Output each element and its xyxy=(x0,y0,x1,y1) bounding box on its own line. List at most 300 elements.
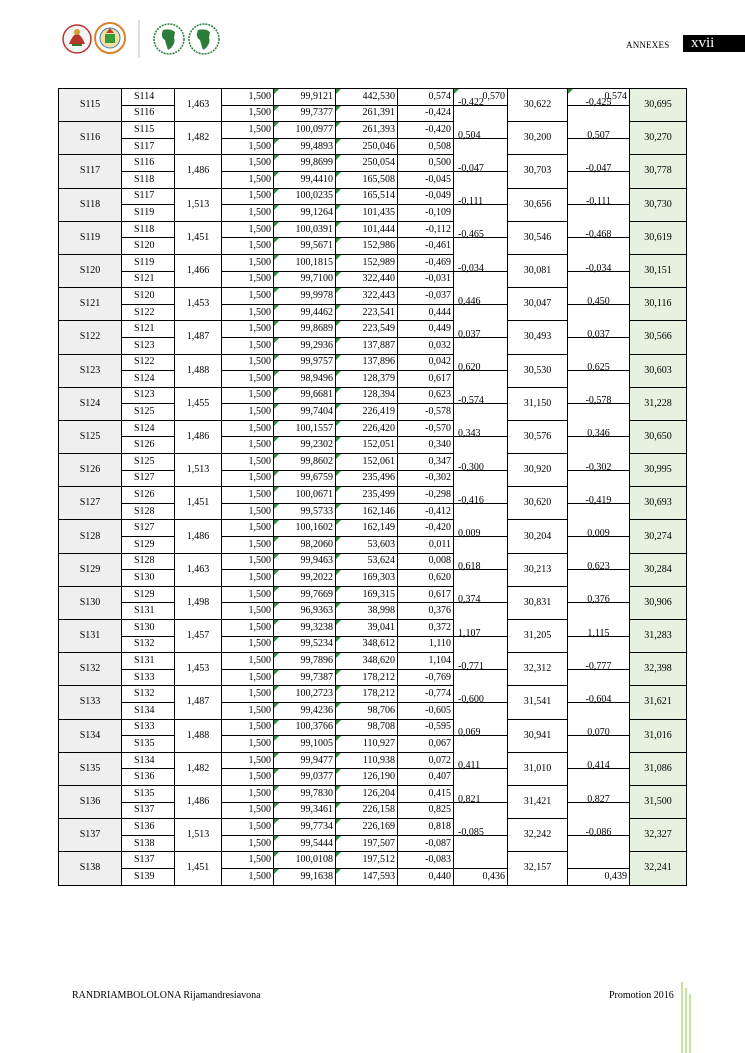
factor-value: 1,463 xyxy=(175,89,222,122)
distance-value: 53,603 xyxy=(336,537,398,554)
factor-value: 1,513 xyxy=(175,454,222,487)
section-label: ANNEXES xyxy=(626,40,670,50)
factor-value: 1,486 xyxy=(175,420,222,453)
factor-value: 1,488 xyxy=(175,719,222,752)
neighbor-station: S134 xyxy=(122,702,175,719)
station-name: S131 xyxy=(59,620,122,653)
mean-difference-text: -0,422 xyxy=(458,96,484,108)
table-row xyxy=(59,470,687,487)
neighbor-station: S114 xyxy=(122,89,175,106)
difference-value: 0,067 xyxy=(398,736,454,753)
difference-value: -0,045 xyxy=(398,171,454,188)
corrected-difference: 0,439 xyxy=(568,868,630,885)
table-row xyxy=(59,105,687,122)
total-value: 30,620 xyxy=(508,487,568,520)
height-value: 1,500 xyxy=(222,620,274,637)
final-altitude: 32,241 xyxy=(630,852,687,885)
distance-value: 235,499 xyxy=(336,487,398,504)
table-row xyxy=(59,835,687,852)
corrected-difference-text: 1,115 xyxy=(587,627,610,639)
final-altitude: 31,228 xyxy=(630,387,687,420)
total-value: 30,081 xyxy=(508,254,568,287)
height-value: 1,500 xyxy=(222,105,274,122)
station-name: S127 xyxy=(59,487,122,520)
final-altitude: 30,693 xyxy=(630,487,687,520)
difference-value: -0,037 xyxy=(398,288,454,305)
corrected-difference-text: 0,346 xyxy=(587,428,610,440)
factor-value: 1,463 xyxy=(175,553,222,586)
difference-value: 0,500 xyxy=(398,155,454,172)
reading-value: 99,1638 xyxy=(274,868,336,885)
total-value: 31,421 xyxy=(508,785,568,818)
height-value: 1,500 xyxy=(222,155,274,172)
neighbor-station: S130 xyxy=(122,570,175,587)
distance-value: 110,938 xyxy=(336,752,398,769)
height-value: 1,500 xyxy=(222,769,274,786)
height-value: 1,500 xyxy=(222,288,274,305)
height-value: 1,500 xyxy=(222,785,274,802)
distance-value: 53,624 xyxy=(336,553,398,570)
distance-value: 348,612 xyxy=(336,636,398,653)
neighbor-station: S119 xyxy=(122,254,175,271)
corrected-difference-text: -0,034 xyxy=(585,262,612,274)
reading-value: 99,9477 xyxy=(274,752,336,769)
table-row xyxy=(59,304,687,321)
difference-value: -0,412 xyxy=(398,503,454,520)
university-seal-logo xyxy=(63,25,91,53)
neighbor-station: S136 xyxy=(122,769,175,786)
reading-value: 99,8699 xyxy=(274,155,336,172)
factor-value: 1,487 xyxy=(175,321,222,354)
station-name: S120 xyxy=(59,254,122,287)
final-altitude: 31,283 xyxy=(630,620,687,653)
reading-value: 99,2302 xyxy=(274,437,336,454)
neighbor-station: S116 xyxy=(122,155,175,172)
distance-value: 165,508 xyxy=(336,171,398,188)
distance-value: 169,315 xyxy=(336,586,398,603)
total-value: 30,047 xyxy=(508,288,568,321)
station-name: S126 xyxy=(59,454,122,487)
mean-difference-text: 0,069 xyxy=(458,727,481,739)
station-name: S124 xyxy=(59,387,122,420)
factor-value: 1,487 xyxy=(175,686,222,719)
height-value: 1,500 xyxy=(222,171,274,188)
neighbor-station: S131 xyxy=(122,653,175,670)
reading-value: 99,2022 xyxy=(274,570,336,587)
final-altitude: 30,650 xyxy=(630,420,687,453)
neighbor-station: S116 xyxy=(122,105,175,122)
neighbor-station: S124 xyxy=(122,371,175,388)
distance-value: 197,507 xyxy=(336,835,398,852)
difference-value: 0,042 xyxy=(398,354,454,371)
total-value: 30,622 xyxy=(508,89,568,122)
reading-value: 99,5234 xyxy=(274,636,336,653)
total-value: 30,546 xyxy=(508,221,568,254)
height-value: 1,500 xyxy=(222,553,274,570)
final-altitude: 30,274 xyxy=(630,520,687,553)
reading-value: 98,2060 xyxy=(274,537,336,554)
difference-value: -0,049 xyxy=(398,188,454,205)
station-name: S137 xyxy=(59,819,122,852)
table-row xyxy=(59,769,687,786)
reading-value: 99,1264 xyxy=(274,205,336,222)
corrected-difference-text: -0,777 xyxy=(585,660,612,672)
height-value: 1,500 xyxy=(222,603,274,620)
table-row xyxy=(59,736,687,753)
table-row xyxy=(59,337,687,354)
station-name: S121 xyxy=(59,288,122,321)
table-row xyxy=(59,205,687,222)
distance-value: 226,158 xyxy=(336,802,398,819)
height-value: 1,500 xyxy=(222,122,274,139)
distance-value: 235,496 xyxy=(336,470,398,487)
reading-value: 99,2936 xyxy=(274,337,336,354)
distance-value: 101,444 xyxy=(336,221,398,238)
height-value: 1,500 xyxy=(222,420,274,437)
height-value: 1,500 xyxy=(222,304,274,321)
difference-value: 0,032 xyxy=(398,337,454,354)
neighbor-station: S124 xyxy=(122,420,175,437)
corrected-difference-text: -0,425 xyxy=(585,96,612,108)
neighbor-station: S132 xyxy=(122,686,175,703)
final-altitude: 30,778 xyxy=(630,155,687,188)
factor-value: 1,482 xyxy=(175,122,222,155)
neighbor-station: S126 xyxy=(122,487,175,504)
table-row xyxy=(59,636,687,653)
height-value: 1,500 xyxy=(222,205,274,222)
difference-value: 0,617 xyxy=(398,371,454,388)
factor-value: 1,453 xyxy=(175,288,222,321)
school-emblem-logo xyxy=(95,23,125,53)
height-value: 1,500 xyxy=(222,736,274,753)
neighbor-station: S126 xyxy=(122,437,175,454)
reading-value: 99,4410 xyxy=(274,171,336,188)
neighbor-station: S129 xyxy=(122,537,175,554)
corrected-difference-text: 0,450 xyxy=(587,295,610,307)
neighbor-station: S129 xyxy=(122,586,175,603)
height-value: 1,500 xyxy=(222,271,274,288)
mean-difference-text: -0,085 xyxy=(458,826,484,838)
corrected-difference-text: 0,009 xyxy=(587,528,610,540)
neighbor-station: S135 xyxy=(122,736,175,753)
total-value: 30,703 xyxy=(508,155,568,188)
reading-value: 96,9363 xyxy=(274,603,336,620)
total-value: 30,576 xyxy=(508,420,568,453)
corrected-difference-text: -0,047 xyxy=(585,162,612,174)
neighbor-station: S122 xyxy=(122,304,175,321)
difference-value: 0,415 xyxy=(398,785,454,802)
neighbor-station: S122 xyxy=(122,354,175,371)
station-name: S135 xyxy=(59,752,122,785)
height-value: 1,500 xyxy=(222,537,274,554)
height-value: 1,500 xyxy=(222,686,274,703)
reading-value: 99,3238 xyxy=(274,620,336,637)
difference-value: 0,072 xyxy=(398,752,454,769)
reading-value: 99,7896 xyxy=(274,653,336,670)
reading-value: 99,9757 xyxy=(274,354,336,371)
mean-difference-text: 0,821 xyxy=(458,793,481,805)
neighbor-station: S125 xyxy=(122,454,175,471)
distance-value: 152,986 xyxy=(336,238,398,255)
mean-difference-text: 0,374 xyxy=(458,594,481,606)
difference-value: 0,449 xyxy=(398,321,454,338)
corrected-difference-text: -0,604 xyxy=(585,693,612,705)
factor-value: 1,451 xyxy=(175,852,222,885)
height-value: 1,500 xyxy=(222,337,274,354)
final-altitude: 31,621 xyxy=(630,686,687,719)
neighbor-station: S121 xyxy=(122,271,175,288)
difference-value: -0,578 xyxy=(398,404,454,421)
reading-value: 99,6759 xyxy=(274,470,336,487)
height-value: 1,500 xyxy=(222,868,274,885)
mean-difference-text: -0,771 xyxy=(458,660,484,672)
height-value: 1,500 xyxy=(222,586,274,603)
final-altitude: 30,284 xyxy=(630,553,687,586)
distance-value: 137,887 xyxy=(336,337,398,354)
final-altitude: 30,270 xyxy=(630,122,687,155)
station-name: S136 xyxy=(59,785,122,818)
neighbor-station: S134 xyxy=(122,752,175,769)
difference-value: 0,372 xyxy=(398,620,454,637)
height-value: 1,500 xyxy=(222,852,274,869)
reading-value: 99,7404 xyxy=(274,404,336,421)
distance-value: 442,530 xyxy=(336,89,398,106)
corrected-difference-text: 0,507 xyxy=(587,129,610,141)
neighbor-station: S127 xyxy=(122,470,175,487)
neighbor-station: S138 xyxy=(122,835,175,852)
height-value: 1,500 xyxy=(222,503,274,520)
height-value: 1,500 xyxy=(222,669,274,686)
neighbor-station: S118 xyxy=(122,171,175,188)
factor-value: 1,482 xyxy=(175,752,222,785)
difference-value: 0,617 xyxy=(398,586,454,603)
africa-map-logo-1 xyxy=(154,24,184,54)
height-value: 1,500 xyxy=(222,188,274,205)
total-value: 30,920 xyxy=(508,454,568,487)
distance-value: 152,051 xyxy=(336,437,398,454)
neighbor-station: S121 xyxy=(122,321,175,338)
reading-value: 99,4236 xyxy=(274,702,336,719)
total-value: 30,213 xyxy=(508,553,568,586)
station-name: S133 xyxy=(59,686,122,719)
neighbor-station: S128 xyxy=(122,503,175,520)
difference-value: 0,440 xyxy=(398,868,454,885)
distance-value: 101,435 xyxy=(336,205,398,222)
height-value: 1,500 xyxy=(222,702,274,719)
mean-difference-text: -0,111 xyxy=(458,196,484,208)
corrected-difference-text: 0,070 xyxy=(587,727,610,739)
corrected-difference-text: -0,578 xyxy=(585,395,612,407)
height-value: 1,500 xyxy=(222,653,274,670)
reading-value: 100,0391 xyxy=(274,221,336,238)
reading-value: 99,6681 xyxy=(274,387,336,404)
height-value: 1,500 xyxy=(222,487,274,504)
final-altitude: 30,995 xyxy=(630,454,687,487)
distance-value: 128,394 xyxy=(336,387,398,404)
final-altitude: 30,151 xyxy=(630,254,687,287)
mean-difference-text: 0,620 xyxy=(458,362,481,374)
factor-value: 1,486 xyxy=(175,785,222,818)
neighbor-station: S119 xyxy=(122,205,175,222)
corrected-difference-text: -0,419 xyxy=(585,494,612,506)
factor-value: 1,486 xyxy=(175,520,222,553)
final-altitude: 31,086 xyxy=(630,752,687,785)
reading-value: 100,1557 xyxy=(274,420,336,437)
distance-value: 226,419 xyxy=(336,404,398,421)
total-value: 30,530 xyxy=(508,354,568,387)
distance-value: 178,212 xyxy=(336,686,398,703)
distance-value: 165,514 xyxy=(336,188,398,205)
difference-value: -0,769 xyxy=(398,669,454,686)
difference-value: 0,574 xyxy=(398,89,454,106)
distance-value: 152,989 xyxy=(336,254,398,271)
distance-value: 322,443 xyxy=(336,288,398,305)
reading-value: 99,7377 xyxy=(274,105,336,122)
station-name: S138 xyxy=(59,852,122,885)
station-name: S117 xyxy=(59,155,122,188)
reading-value: 99,7669 xyxy=(274,586,336,603)
height-value: 1,500 xyxy=(222,719,274,736)
difference-value: -0,605 xyxy=(398,702,454,719)
distance-value: 178,212 xyxy=(336,669,398,686)
neighbor-station: S131 xyxy=(122,603,175,620)
footer-decorative-lines xyxy=(680,982,694,1053)
mean-difference-text: -0,465 xyxy=(458,229,484,241)
distance-value: 261,391 xyxy=(336,105,398,122)
neighbor-station: S120 xyxy=(122,288,175,305)
neighbor-station: S130 xyxy=(122,620,175,637)
height-value: 1,500 xyxy=(222,387,274,404)
factor-value: 1,451 xyxy=(175,487,222,520)
difference-value: 0,620 xyxy=(398,570,454,587)
reading-value: 99,7100 xyxy=(274,271,336,288)
africa-map-logo-2 xyxy=(189,24,219,54)
institution-logos xyxy=(62,14,232,64)
table-row xyxy=(59,138,687,155)
factor-value: 1,455 xyxy=(175,387,222,420)
difference-value: 0,011 xyxy=(398,537,454,554)
total-value: 30,941 xyxy=(508,719,568,752)
neighbor-station: S118 xyxy=(122,221,175,238)
final-altitude: 30,695 xyxy=(630,89,687,122)
reading-value: 99,7830 xyxy=(274,785,336,802)
station-name: S122 xyxy=(59,321,122,354)
reading-value: 100,0235 xyxy=(274,188,336,205)
mean-difference-text: -0,047 xyxy=(458,162,484,174)
height-value: 1,500 xyxy=(222,835,274,852)
reading-value: 99,8689 xyxy=(274,321,336,338)
table-row xyxy=(59,404,687,421)
distance-value: 223,541 xyxy=(336,304,398,321)
distance-value: 223,549 xyxy=(336,321,398,338)
difference-value: -0,031 xyxy=(398,271,454,288)
height-value: 1,500 xyxy=(222,636,274,653)
height-value: 1,500 xyxy=(222,454,274,471)
mean-difference-text: 0,618 xyxy=(458,561,481,573)
data-table xyxy=(58,88,687,886)
table-row xyxy=(59,437,687,454)
difference-value: 0,444 xyxy=(398,304,454,321)
difference-value: -0,109 xyxy=(398,205,454,222)
difference-value: 0,008 xyxy=(398,553,454,570)
neighbor-station: S133 xyxy=(122,669,175,686)
distance-value: 250,046 xyxy=(336,138,398,155)
corrected-difference xyxy=(568,826,630,868)
reading-value: 100,1815 xyxy=(274,254,336,271)
final-altitude: 32,398 xyxy=(630,653,687,686)
difference-value: 0,347 xyxy=(398,454,454,471)
neighbor-station: S132 xyxy=(122,636,175,653)
mean-difference-text: 0,504 xyxy=(458,129,481,141)
mean-difference: 0,436 xyxy=(454,868,508,885)
station-name: S132 xyxy=(59,653,122,686)
factor-value: 1,486 xyxy=(175,155,222,188)
reading-value: 99,5444 xyxy=(274,835,336,852)
reading-value: 100,2723 xyxy=(274,686,336,703)
reading-value: 100,0108 xyxy=(274,852,336,869)
total-value: 30,204 xyxy=(508,520,568,553)
reading-value: 99,0377 xyxy=(274,769,336,786)
factor-value: 1,457 xyxy=(175,620,222,653)
difference-value: 0,623 xyxy=(398,387,454,404)
difference-value: 0,818 xyxy=(398,819,454,836)
difference-value: -0,420 xyxy=(398,520,454,537)
total-value: 30,493 xyxy=(508,321,568,354)
final-altitude: 30,603 xyxy=(630,354,687,387)
distance-value: 126,190 xyxy=(336,769,398,786)
total-value: 31,150 xyxy=(508,387,568,420)
height-value: 1,500 xyxy=(222,221,274,238)
difference-value: -0,424 xyxy=(398,105,454,122)
corrected-difference-text: 0,376 xyxy=(587,594,610,606)
final-altitude: 30,619 xyxy=(630,221,687,254)
distance-value: 147,593 xyxy=(336,868,398,885)
distance-value: 110,927 xyxy=(336,736,398,753)
mean-difference-text: -0,574 xyxy=(458,395,484,407)
table-row xyxy=(59,669,687,686)
table-row xyxy=(59,802,687,819)
total-value: 32,242 xyxy=(508,819,568,852)
table-row xyxy=(59,868,687,885)
reading-value: 99,1005 xyxy=(274,736,336,753)
height-value: 1,500 xyxy=(222,752,274,769)
table-row xyxy=(59,503,687,520)
footer-promotion: Promotion 2016 xyxy=(609,990,674,1001)
difference-value: 1,104 xyxy=(398,653,454,670)
footer-author: RANDRIAMBOLOLONA Rijamandresiavona xyxy=(72,990,261,1001)
corrected-difference-text: -0,468 xyxy=(585,229,612,241)
station-name: S130 xyxy=(59,586,122,619)
corrected-difference-text: -0,302 xyxy=(585,461,612,473)
total-value: 30,200 xyxy=(508,122,568,155)
difference-value: -0,420 xyxy=(398,122,454,139)
mean-difference-text: -0,416 xyxy=(458,494,484,506)
difference-value: -0,461 xyxy=(398,238,454,255)
factor-value: 1,488 xyxy=(175,354,222,387)
final-altitude: 32,327 xyxy=(630,819,687,852)
reading-value: 99,7734 xyxy=(274,819,336,836)
neighbor-station: S133 xyxy=(122,719,175,736)
factor-value: 1,466 xyxy=(175,254,222,287)
difference-value: -0,469 xyxy=(398,254,454,271)
factor-value: 1,498 xyxy=(175,586,222,619)
difference-value: -0,298 xyxy=(398,487,454,504)
neighbor-station: S137 xyxy=(122,852,175,869)
height-value: 1,500 xyxy=(222,238,274,255)
difference-value: -0,083 xyxy=(398,852,454,869)
corrected-difference: 0,574 xyxy=(568,89,630,106)
neighbor-station: S117 xyxy=(122,188,175,205)
